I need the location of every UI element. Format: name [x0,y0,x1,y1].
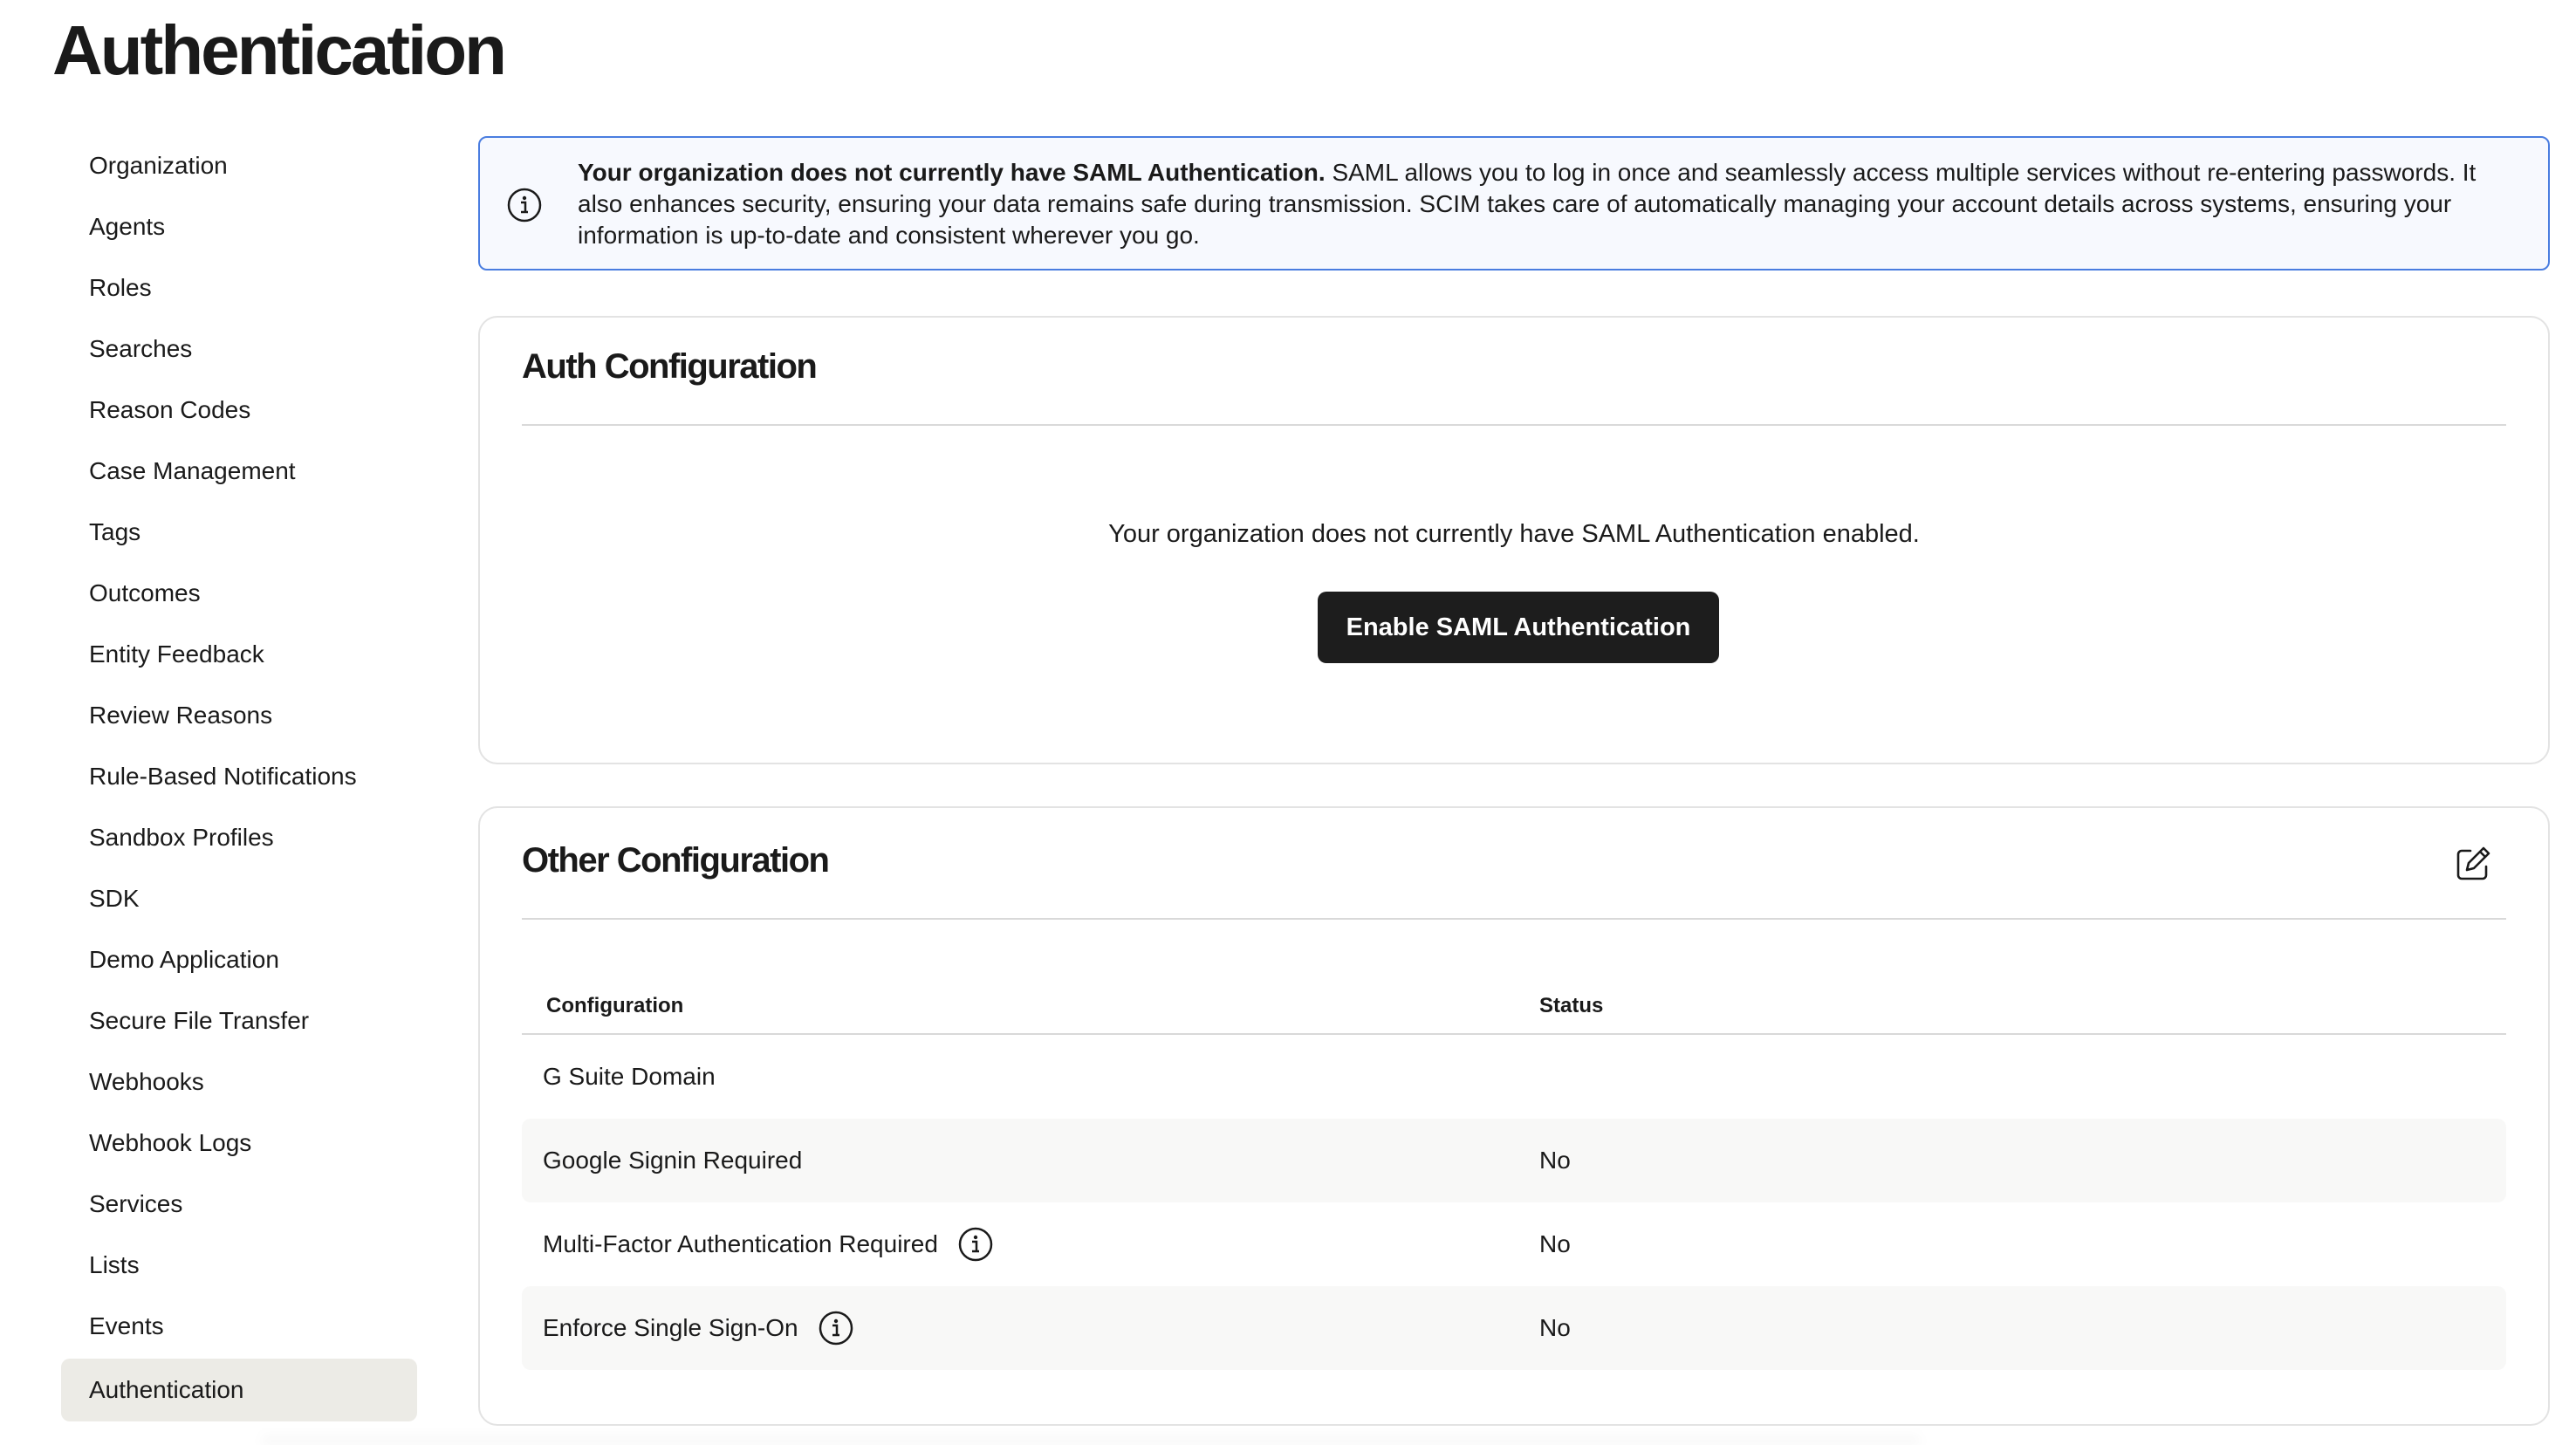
divider [522,424,2506,426]
config-status: No [1539,1314,1571,1341]
sidebar-item-tags[interactable] [61,502,417,563]
banner-bold-text: Your organization does not currently have SAML Authentication. [578,159,1326,186]
config-name-cell [522,1063,1539,1091]
sidebar-item-agents[interactable] [61,196,417,257]
sidebar-item-label: Authentication [89,1376,244,1403]
sidebar-item-label: Case Management [89,457,296,484]
sidebar-item-lists[interactable] [61,1235,417,1296]
config-name-cell [522,1310,1539,1346]
column-header-configuration: Configuration [546,994,684,1017]
configuration-table [522,979,2506,1370]
banner-body-text: SAML allows you to log in once and seamlessly access multiple services without re-entering passwords. It also enhances security, ensuring your data remains safe during transmission. SCIM takes care of automatically managing your account details across systems, ensuring your information is up-to-date and consistent wherever you go. [578,159,2477,249]
sidebar-item-secure-file-transfer[interactable] [61,990,417,1051]
sidebar-item-label: Events [89,1312,164,1339]
sidebar-item-label: Reason Codes [89,396,251,423]
sidebar-item-case-management[interactable] [61,441,417,502]
table-row [522,1286,2506,1370]
sidebar-item-label: Webhooks [89,1068,204,1095]
info-icon [506,187,543,223]
config-status: No [1539,1147,1571,1174]
page-title: Authentication [52,11,504,89]
sidebar-item-label: Entity Feedback [89,640,264,668]
sidebar-item-reason-codes[interactable] [61,380,417,441]
saml-status-message: Your organization does not currently have SAML Authentication enabled. [1108,520,1920,548]
info-icon[interactable] [957,1226,994,1263]
table-header [522,979,2506,1035]
config-name-cell [522,1226,1539,1263]
enable-saml-button[interactable]: Enable SAML Authentication [1318,592,1719,663]
table-row [522,1119,2506,1202]
sidebar-item-webhooks[interactable] [61,1051,417,1113]
sidebar-item-label: Demo Application [89,946,279,973]
column-header-status: Status [1539,994,1604,1017]
settings-sidebar [61,135,417,1421]
sidebar-item-label: Outcomes [89,579,201,606]
table-row [522,1202,2506,1286]
divider [522,918,2506,920]
config-name-cell [522,1147,1539,1174]
sidebar-item-label: Searches [89,335,193,362]
saml-info-banner [478,136,2550,271]
sidebar-item-demo-application[interactable] [61,929,417,990]
edit-button[interactable] [2450,843,2496,888]
config-name: Multi-Factor Authentication Required [543,1230,938,1257]
sidebar-item-roles[interactable] [61,257,417,318]
sidebar-item-label: SDK [89,885,140,912]
sidebar-item-organization[interactable] [61,135,417,196]
sidebar-item-webhook-logs[interactable] [61,1113,417,1174]
sidebar-item-rule-based-notifications[interactable] [61,746,417,807]
table-row [522,1035,2506,1119]
other-configuration-title: Other Configuration [522,841,829,880]
edit-icon [2453,844,2493,888]
sidebar-item-label: Roles [89,274,152,301]
config-status: No [1539,1230,1571,1257]
sidebar-item-label: Sandbox Profiles [89,824,274,851]
other-configuration-card [478,806,2550,1426]
sidebar-item-label: Rule-Based Notifications [89,763,357,790]
sidebar-item-label: Agents [89,213,166,240]
sidebar-item-searches[interactable] [61,318,417,380]
sidebar-item-label: Organization [89,152,228,179]
auth-configuration-title: Auth Configuration [522,347,817,386]
sidebar-item-outcomes[interactable] [61,563,417,624]
sidebar-item-sandbox-profiles[interactable] [61,807,417,868]
sidebar-item-sdk[interactable] [61,868,417,929]
sidebar-item-services[interactable] [61,1174,417,1235]
sidebar-item-authentication[interactable] [61,1359,417,1421]
banner-message [578,157,2513,251]
sidebar-item-label: Secure File Transfer [89,1007,310,1034]
sidebar-item-entity-feedback[interactable] [61,624,417,685]
sidebar-item-label: Webhook Logs [89,1129,252,1156]
info-icon[interactable] [818,1310,854,1346]
sidebar-item-label: Review Reasons [89,702,273,729]
auth-configuration-card [478,316,2550,764]
config-name: G Suite Domain [543,1063,716,1090]
config-name: Google Signin Required [543,1147,803,1174]
sidebar-item-review-reasons[interactable] [61,685,417,746]
sidebar-item-label: Services [89,1190,183,1217]
bottom-shadow [262,1431,1920,1445]
sidebar-item-events[interactable] [61,1296,417,1357]
config-name: Enforce Single Sign-On [543,1314,798,1341]
sidebar-item-label: Lists [89,1251,140,1278]
sidebar-item-label: Tags [89,518,141,545]
